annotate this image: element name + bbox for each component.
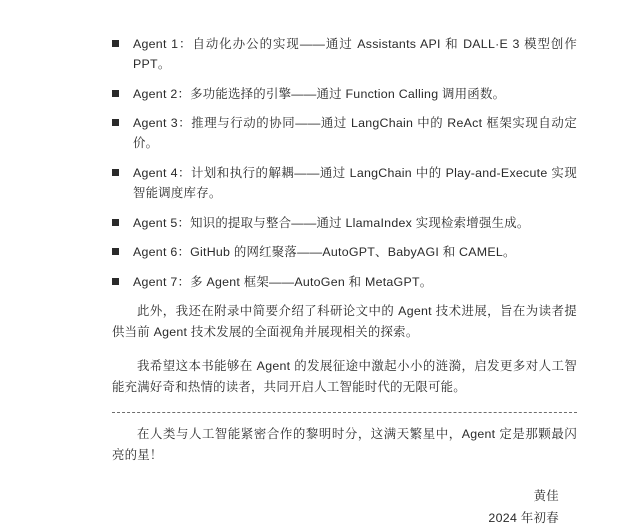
- square-bullet-icon: [112, 90, 119, 97]
- square-bullet-icon: [112, 169, 119, 176]
- signature-author: 黄佳: [533, 489, 559, 504]
- square-bullet-icon: [112, 219, 119, 226]
- list-item: [112, 84, 577, 104]
- dashed-divider: [112, 412, 577, 413]
- list-item: [112, 34, 577, 74]
- closing-statement: 在人类与人工智能紧密合作的黎明时分，这满天繁星中，Agent 定是那颗最闪亮的星！: [112, 426, 577, 462]
- square-bullet-icon: [112, 278, 119, 285]
- list-item: [112, 163, 577, 203]
- paragraph-hope: 我希望这本书能够在 Agent 的发展征途中激起小小的涟漪，启发更多对人工智能充满好奇和热情的读者，共同开启人工智能时代的无限可能。: [112, 359, 577, 394]
- agent-list: [112, 34, 577, 292]
- square-bullet-icon: [112, 119, 119, 126]
- list-item: [112, 272, 577, 292]
- list-item: [112, 242, 577, 262]
- list-item: [112, 113, 577, 153]
- list-item-text: Agent 6：GitHub 的网红聚落——AutoGPT、BabyAGI 和 CAMEL。: [133, 245, 516, 260]
- signature-block: [112, 486, 577, 529]
- list-item-text: Agent 2：多功能选择的引擎——通过 Function Calling 调用函数。: [133, 86, 506, 101]
- square-bullet-icon: [112, 40, 119, 47]
- list-item-text: Agent 7：多 Agent 框架——AutoGen 和 MetaGPT。: [133, 274, 433, 289]
- list-item-text: Agent 4：计划和执行的解耦——通过 LangChain 中的 Play-and-Execute 实现智能调度库存。: [133, 165, 577, 201]
- square-bullet-icon: [112, 248, 119, 255]
- list-item-text: Agent 1：自动化办公的实现——通过 Assistants API 和 DALL·E 3 模型创作 PPT。: [133, 37, 577, 72]
- paragraph-appendix-note: 此外，我还在附录中简要介绍了科研论文中的 Agent 技术进展，旨在为读者提供当前 Agent 技术发展的全面视角并展现相关的探索。: [112, 304, 577, 340]
- list-item: [112, 213, 577, 233]
- list-item-text: Agent 5：知识的提取与整合——通过 LlamaIndex 实现检索增强生成。: [133, 215, 530, 230]
- signature-date: 2024 年初春: [488, 511, 559, 526]
- list-item-text: Agent 3：推理与行动的协同——通过 LangChain 中的 ReAct 框架实现自动定价。: [133, 116, 577, 151]
